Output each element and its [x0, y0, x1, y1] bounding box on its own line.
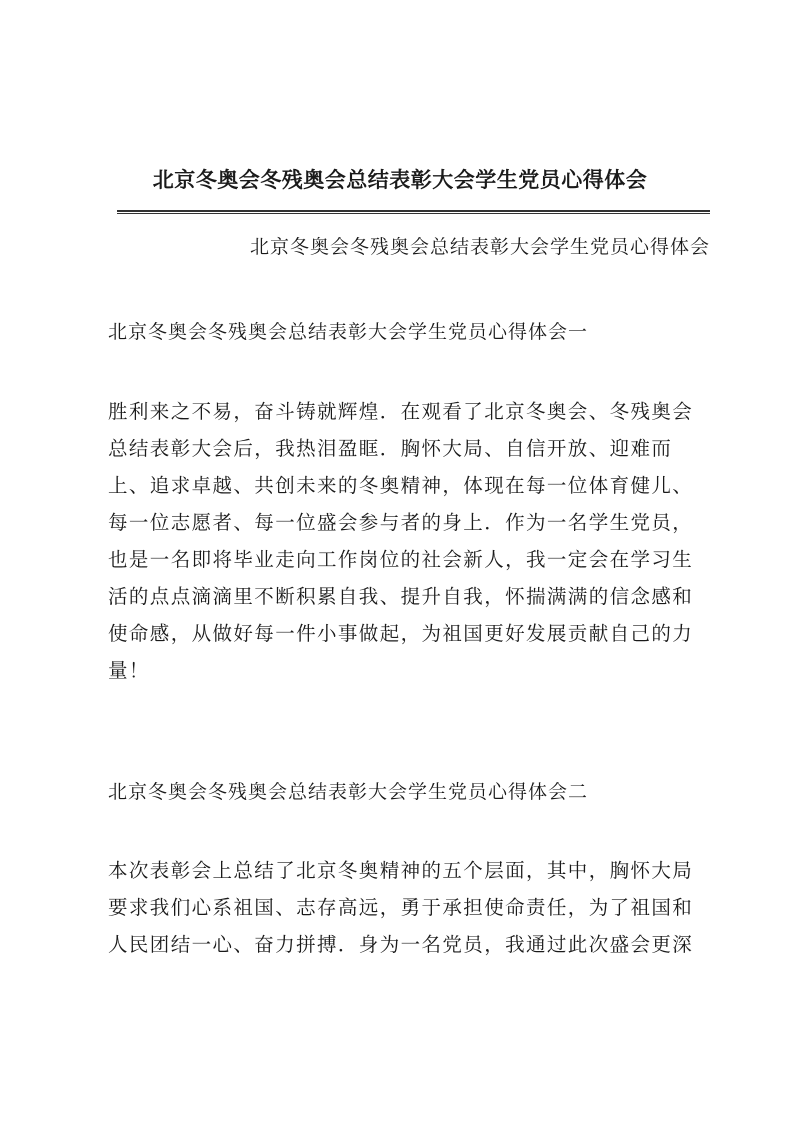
- section-heading-2: 北京冬奥会冬残奥会总结表彰大会学生党员心得体会二: [108, 781, 589, 803]
- paragraph-line: 量！: [108, 659, 150, 682]
- section-1-paragraph: [108, 393, 693, 689]
- paragraph-line: 使命感，从做好每一件小事做起，为祖国更好发展贡献自己的力: [108, 622, 694, 645]
- document-subtitle: 北京冬奥会冬残奥会总结表彰大会学生党员心得体会: [249, 236, 710, 258]
- paragraph-line: 上、追求卓越、共创未来的冬奥精神，体现在每一位体育健儿、: [108, 474, 694, 497]
- title-divider: [117, 210, 710, 214]
- paragraph-line: 也是一名即将毕业走向工作岗位的社会新人，我一定会在学习生: [108, 548, 694, 571]
- page-title: 北京冬奥会冬残奥会总结表彰大会学生党员心得体会: [152, 167, 648, 192]
- paragraph-line: 要求我们心系祖国、志存高远，勇于承担使命责任，为了祖国和: [108, 896, 694, 919]
- paragraph-line: 本次表彰会上总结了北京冬奥精神的五个层面，其中，胸怀大局: [108, 859, 694, 882]
- section-2-paragraph: [108, 852, 693, 963]
- paragraph-line: 活的点点滴滴里不断积累自我、提升自我，怀揣满满的信念感和: [108, 585, 694, 608]
- paragraph-line: 胜利来之不易，奋斗铸就辉煌．在观看了北京冬奥会、冬残奥会: [108, 400, 694, 423]
- section-heading-1: 北京冬奥会冬残奥会总结表彰大会学生党员心得体会一: [108, 321, 589, 343]
- paragraph-line: 总结表彰大会后，我热泪盈眶．胸怀大局、自信开放、迎难而: [108, 437, 673, 460]
- paragraph-line: 每一位志愿者、每一位盛会参与者的身上．作为一名学生党员，: [108, 511, 694, 534]
- paragraph-line: 人民团结一心、奋力拼搏．身为一名党员，我通过此次盛会更深: [108, 933, 694, 956]
